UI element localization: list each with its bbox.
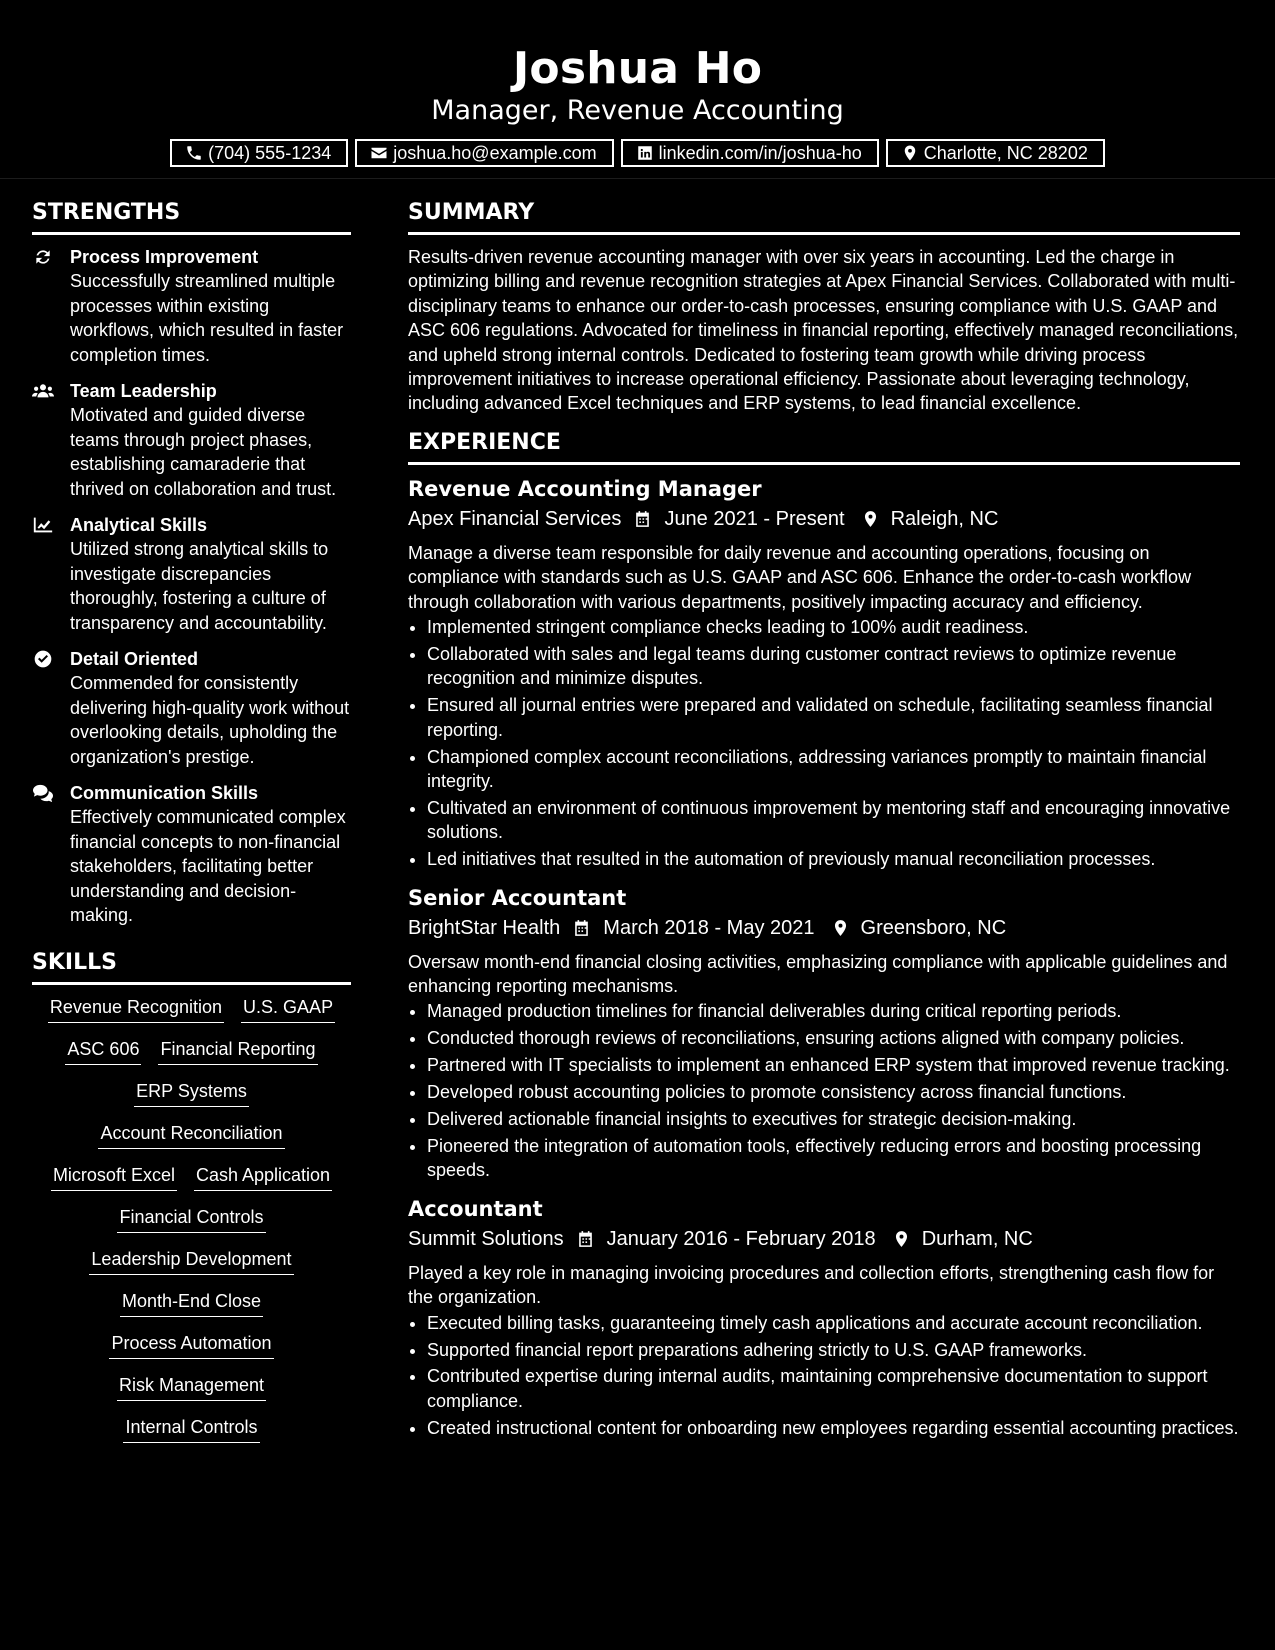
- refresh-icon: [32, 247, 54, 267]
- job-entry: [408, 1195, 1240, 1440]
- job-company: Summit Solutions: [408, 1227, 564, 1250]
- strength-title: Team Leadership: [70, 381, 217, 401]
- strength-item: [32, 781, 351, 928]
- job-bullet: • Conducted thorough reviews of reconciliations, ensuring actions aligned with company policies.: [427, 1026, 1240, 1050]
- map-marker-icon: [892, 1229, 911, 1249]
- skill-tag: Microsoft Excel: [51, 1163, 177, 1191]
- skill-tag: ASC 606: [65, 1037, 141, 1065]
- job-company: Apex Financial Services: [408, 507, 622, 530]
- skill-tag: Risk Management: [117, 1373, 266, 1401]
- job-dates: June 2021 - Present: [664, 507, 845, 530]
- experience-heading: EXPERIENCE: [408, 430, 1240, 465]
- job-dates: January 2016 - February 2018: [606, 1227, 876, 1250]
- skill-tag: Leadership Development: [89, 1247, 293, 1275]
- contact-location[interactable]: [886, 139, 1105, 167]
- job-entry: [408, 475, 1240, 872]
- job-bullet: • Created instructional content for onboarding new employees regarding essential accounting practices.: [427, 1416, 1240, 1440]
- job-bullet: • Executed billing tasks, guaranteeing timely cash applications and accurate account reconciliation.: [427, 1311, 1240, 1335]
- job-bullets: [408, 615, 1240, 872]
- experience-list: [408, 475, 1240, 1440]
- job-location: Durham, NC: [921, 1227, 1033, 1250]
- job-location: Raleigh, NC: [890, 507, 999, 530]
- job-meta: [408, 914, 1240, 942]
- envelope-icon: [370, 144, 388, 162]
- skill-tag: Internal Controls: [123, 1415, 259, 1443]
- strength-item: [32, 245, 351, 367]
- strengths-heading: STRENGTHS: [32, 200, 351, 235]
- skill-tag: ERP Systems: [134, 1079, 249, 1107]
- contact-email[interactable]: [355, 139, 613, 167]
- map-marker-icon: [831, 918, 850, 938]
- job-bullet: • Delivered actionable financial insights to executives for strategic decision-making.: [427, 1107, 1240, 1131]
- calendar-icon: [633, 509, 652, 529]
- job-bullet: • Collaborated with sales and legal teams during customer contract reviews to optimize revenue recognition and minimize disputes.: [427, 642, 1240, 691]
- map-marker-icon: [861, 509, 880, 529]
- check-circle-icon: [32, 649, 54, 669]
- job-bullet: • Supported financial report preparations adhering strictly to U.S. GAAP frameworks.: [427, 1338, 1240, 1362]
- linkedin-text: linkedin.com/in/joshua-ho: [658, 142, 862, 163]
- skill-tag: Account Reconciliation: [98, 1121, 284, 1149]
- skill-tag: Revenue Recognition: [48, 995, 224, 1023]
- job-location: Greensboro, NC: [860, 916, 1007, 939]
- phone-text: (704) 555-1234: [208, 142, 332, 163]
- job-bullet: • Implemented stringent compliance checks leading to 100% audit readiness.: [427, 615, 1240, 639]
- job-bullet: • Ensured all journal entries were prepared and validated on schedule, facilitating seamless financial reporting.: [427, 693, 1240, 742]
- right-column: [408, 200, 1240, 1452]
- skill-row: [32, 995, 351, 1023]
- skill-row: [32, 1247, 351, 1275]
- skills-heading: SKILLS: [32, 950, 351, 985]
- job-bullet: • Cultivated an environment of continuous improvement by mentoring staff and encouraging innovative solutions.: [427, 796, 1240, 845]
- strength-desc: Motivated and guided diverse teams through project phases, establishing camaraderie that thrived on collaboration and trust.: [70, 405, 337, 499]
- job-dates: March 2018 - May 2021: [603, 916, 815, 939]
- contact-bar: [0, 139, 1275, 167]
- strength-title: Communication Skills: [70, 783, 259, 803]
- strength-item: [32, 647, 351, 769]
- phone-icon: [185, 144, 203, 162]
- job-bullets: [408, 1311, 1240, 1441]
- map-marker-icon: [901, 144, 919, 162]
- strength-title: Detail Oriented: [70, 649, 199, 669]
- strength-desc: Effectively communicated complex financial concepts to non-financial stakeholders, facilitating better understanding and decision-making.: [70, 807, 346, 925]
- resume-header: [0, 0, 1275, 179]
- strength-title: Analytical Skills: [70, 515, 208, 535]
- candidate-name: Joshua Ho: [512, 43, 763, 94]
- job-bullet: • Partnered with IT specialists to implement an enhanced ERP system that improved revenue tracking.: [427, 1053, 1240, 1077]
- job-title: Accountant: [408, 1196, 543, 1221]
- calendar-icon: [576, 1229, 595, 1249]
- strength-item: [32, 379, 351, 501]
- job-bullet: • Developed robust accounting policies to promote consistency across financial functions.: [427, 1080, 1240, 1104]
- skill-row: [32, 1373, 351, 1401]
- skill-tag: Process Automation: [109, 1331, 273, 1359]
- job-description: Oversaw month-end financial closing activities, emphasizing compliance with applicable guidelines and enhancing reporting mechanisms.: [408, 951, 1228, 997]
- strength-desc: Utilized strong analytical skills to investigate discrepancies thoroughly, fostering a culture of transparency and accountability.: [70, 539, 329, 633]
- job-entry: [408, 884, 1240, 1183]
- job-bullet: • Contributed expertise during internal audits, maintaining comprehensive documentation to support compliance.: [427, 1364, 1240, 1413]
- job-description: Played a key role in managing invoicing procedures and collection efforts, strengthening cash flow for the organization.: [408, 1262, 1215, 1308]
- email-text: joshua.ho@example.com: [393, 142, 597, 163]
- skill-row: [32, 1415, 351, 1443]
- summary-text: Results-driven revenue accounting manager with over six years in accounting. Led the charge in optimizing billing and revenue recognition strategies at Apex Financial Services. Collaborated with multi-disciplinary teams to enhance our order-to-cash processes, ensuring compliance with U.S. GAAP and ASC 606 regulations. Advocated for timeliness in financial reporting, effectively managed reconciliations, and upheld strong internal controls. Dedicated to fostering team growth while driving process improvement initiatives to increase operational efficiency. Passionate about leveraging technology, including advanced Excel techniques and ERP systems, to lead financial excellence.: [408, 247, 1239, 414]
- skill-row: [32, 1289, 351, 1317]
- job-bullet: • Led initiatives that resulted in the automation of previously manual reconciliation processes.: [427, 847, 1240, 871]
- job-bullet: • Pioneered the integration of automation tools, effectively reducing errors and boosting processing speeds.: [427, 1134, 1240, 1183]
- users-icon: [32, 381, 54, 401]
- job-title: Revenue Accounting Manager: [408, 476, 762, 501]
- linkedin-icon: [636, 144, 654, 162]
- skill-tag: Month-End Close: [120, 1289, 263, 1317]
- chart-line-icon: [32, 515, 54, 535]
- comments-icon: [32, 783, 54, 803]
- skill-row: [32, 1037, 351, 1065]
- skill-row: [32, 1205, 351, 1233]
- job-bullet: • Managed production timelines for financial deliverables during critical reporting periods.: [427, 999, 1240, 1023]
- job-meta: [408, 1225, 1240, 1253]
- left-column: [32, 200, 351, 1443]
- contact-phone[interactable]: [170, 139, 348, 167]
- job-company: BrightStar Health: [408, 916, 561, 939]
- skill-tag: Financial Reporting: [158, 1037, 317, 1065]
- skill-row: [32, 1079, 351, 1107]
- candidate-title: Manager, Revenue Accounting: [431, 95, 844, 126]
- job-bullets: [408, 999, 1240, 1182]
- skill-row: [32, 1163, 351, 1191]
- skills-section: [32, 950, 351, 1443]
- skill-tag: Cash Application: [194, 1163, 332, 1191]
- strength-title: Process Improvement: [70, 247, 259, 267]
- location-text: Charlotte, NC 28202: [923, 142, 1088, 163]
- job-description: Manage a diverse team responsible for daily revenue and accounting operations, focusing on compliance with standards such as U.S. GAAP and ASC 606. Enhance the order-to-cash workflow through collaboration with various departments, positively impacting accuracy and efficiency.: [408, 542, 1192, 612]
- summary-heading: SUMMARY: [408, 200, 1240, 235]
- calendar-icon: [572, 918, 591, 938]
- skills-list: [32, 995, 351, 1443]
- skill-row: [32, 1121, 351, 1149]
- strength-desc: Commended for consistently delivering high-quality work without overlooking details, upholding the organization's prestige.: [70, 673, 350, 767]
- skill-row: [32, 1331, 351, 1359]
- job-bullet: • Championed complex account reconciliations, addressing variances promptly to maintain financial integrity.: [427, 745, 1240, 794]
- skill-tag: U.S. GAAP: [241, 995, 335, 1023]
- skill-tag: Financial Controls: [117, 1205, 265, 1233]
- strength-item: [32, 513, 351, 635]
- contact-linkedin[interactable]: [621, 139, 879, 167]
- job-meta: [408, 505, 1240, 533]
- job-title: Senior Accountant: [408, 885, 627, 910]
- strength-desc: Successfully streamlined multiple processes within existing workflows, which resulted in faster completion times.: [70, 271, 344, 365]
